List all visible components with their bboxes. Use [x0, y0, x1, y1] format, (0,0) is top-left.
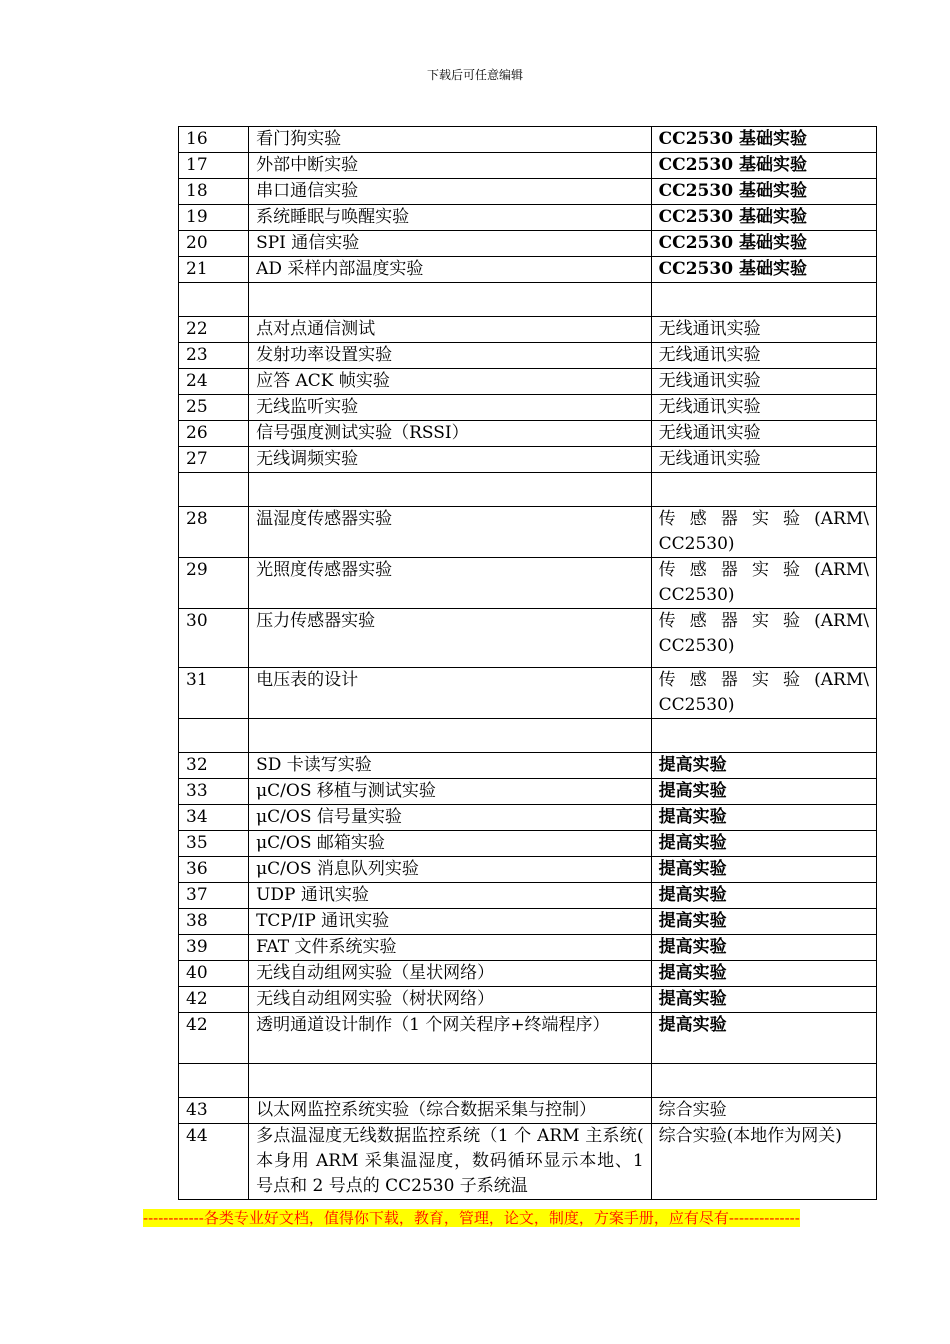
- experiment-name-cell: 发射功率设置实验: [249, 343, 652, 369]
- table-row: [179, 831, 877, 857]
- experiment-category-cell: 提高实验: [651, 961, 876, 987]
- table-row: [179, 395, 877, 421]
- row-number-cell: 22: [179, 317, 249, 343]
- row-number-cell: 35: [179, 831, 249, 857]
- experiment-name-cell: [249, 473, 652, 507]
- row-number-cell: 25: [179, 395, 249, 421]
- table-row: [179, 987, 877, 1013]
- experiment-name-cell: UDP 通讯实验: [249, 883, 652, 909]
- experiment-category-cell: 无线通讯实验: [651, 395, 876, 421]
- row-number-cell: 26: [179, 421, 249, 447]
- experiment-category-cell: 提高实验: [651, 831, 876, 857]
- table-row: [179, 857, 877, 883]
- table-row: [179, 257, 877, 283]
- row-number-cell: 23: [179, 343, 249, 369]
- experiment-name-cell: 应答 ACK 帧实验: [249, 369, 652, 395]
- experiment-name-cell: 多点温湿度无线数据监控系统（1 个 ARM 主系统( 本身用 ARM 采集温湿度，数码循环显示本地、1 号点和 2 号点的 CC2530 子系统温: [249, 1124, 652, 1200]
- row-number-cell: [179, 1064, 249, 1098]
- row-number-cell: 32: [179, 753, 249, 779]
- table-row: [179, 369, 877, 395]
- experiment-name-cell: 无线调频实验: [249, 447, 652, 473]
- experiment-name-cell: 透明通道设计制作（1 个网关程序+终端程序）: [249, 1013, 652, 1064]
- row-number-cell: 44: [179, 1124, 249, 1200]
- experiment-name-cell: 点对点通信测试: [249, 317, 652, 343]
- table-row: [179, 805, 877, 831]
- experiment-category-cell: CC2530 基础实验: [651, 127, 876, 153]
- experiment-category-cell: 提高实验: [651, 753, 876, 779]
- row-number-cell: 28: [179, 507, 249, 558]
- experiment-name-cell: 系统睡眠与唤醒实验: [249, 205, 652, 231]
- row-number-cell: 42: [179, 987, 249, 1013]
- row-number-cell: 24: [179, 369, 249, 395]
- row-number-cell: 34: [179, 805, 249, 831]
- experiment-name-cell: 串口通信实验: [249, 179, 652, 205]
- footer-text: ------------各类专业好文档，值得你下载，教育，管理，论文，制度，方案手册，应有尽有--------------: [143, 1209, 800, 1227]
- table-row: [179, 153, 877, 179]
- experiment-name-cell: TCP/IP 通讯实验: [249, 909, 652, 935]
- table-row: [179, 421, 877, 447]
- experiment-name-cell: SD 卡读写实验: [249, 753, 652, 779]
- table-spacer-row: [179, 1064, 877, 1098]
- table-row: [179, 127, 877, 153]
- experiment-name-cell: [249, 1064, 652, 1098]
- row-number-cell: 17: [179, 153, 249, 179]
- experiment-name-cell: 以太网监控系统实验（综合数据采集与控制）: [249, 1098, 652, 1124]
- experiment-category-cell: 无线通讯实验: [651, 421, 876, 447]
- table-row: [179, 961, 877, 987]
- experiment-category-cell: 提高实验: [651, 1013, 876, 1064]
- row-number-cell: 38: [179, 909, 249, 935]
- experiment-category-cell: 传 感 器 实 验 (ARM\ CC2530): [651, 507, 876, 558]
- row-number-cell: 33: [179, 779, 249, 805]
- experiment-name-cell: μC/OS 消息队列实验: [249, 857, 652, 883]
- experiment-name-cell: [249, 719, 652, 753]
- experiment-category-cell: 提高实验: [651, 935, 876, 961]
- experiment-name-cell: 压力传感器实验: [249, 609, 652, 668]
- row-number-cell: 16: [179, 127, 249, 153]
- experiment-name-cell: FAT 文件系统实验: [249, 935, 652, 961]
- experiment-table-body: [179, 127, 877, 1200]
- experiment-category-cell: 无线通讯实验: [651, 447, 876, 473]
- page-header: 下载后可任意编辑: [426, 68, 523, 82]
- footer-banner: [143, 1208, 823, 1228]
- experiment-name-cell: 外部中断实验: [249, 153, 652, 179]
- experiment-category-cell: 传 感 器 实 验 (ARM\ CC2530): [651, 668, 876, 719]
- experiment-name-cell: 信号强度测试实验（RSSI）: [249, 421, 652, 447]
- row-number-cell: 36: [179, 857, 249, 883]
- table-row: [179, 935, 877, 961]
- table-spacer-row: [179, 283, 877, 317]
- experiment-category-cell: 综合实验: [651, 1098, 876, 1124]
- experiment-category-cell: 综合实验(本地作为网关): [651, 1124, 876, 1200]
- experiment-name-cell: μC/OS 邮箱实验: [249, 831, 652, 857]
- experiment-category-cell: [651, 1064, 876, 1098]
- table-row: [179, 317, 877, 343]
- table-row: [179, 179, 877, 205]
- table-row: [179, 558, 877, 609]
- row-number-cell: 30: [179, 609, 249, 668]
- table-spacer-row: [179, 719, 877, 753]
- experiment-category-cell: CC2530 基础实验: [651, 257, 876, 283]
- experiment-category-cell: CC2530 基础实验: [651, 231, 876, 257]
- experiment-table: [178, 126, 877, 1200]
- row-number-cell: 31: [179, 668, 249, 719]
- experiment-name-cell: 无线自动组网实验（树状网络）: [249, 987, 652, 1013]
- row-number-cell: 29: [179, 558, 249, 609]
- experiment-name-cell: μC/OS 信号量实验: [249, 805, 652, 831]
- table-row: [179, 205, 877, 231]
- experiment-category-cell: 传 感 器 实 验 (ARM\ CC2530): [651, 609, 876, 668]
- table-row: [179, 507, 877, 558]
- experiment-name-cell: 电压表的设计: [249, 668, 652, 719]
- table-row: [179, 883, 877, 909]
- experiment-category-cell: 提高实验: [651, 909, 876, 935]
- experiment-category-cell: 提高实验: [651, 857, 876, 883]
- table-row: [179, 447, 877, 473]
- experiment-category-cell: 提高实验: [651, 883, 876, 909]
- row-number-cell: 42: [179, 1013, 249, 1064]
- experiment-name-cell: SPI 通信实验: [249, 231, 652, 257]
- experiment-category-cell: 无线通讯实验: [651, 317, 876, 343]
- table-row: [179, 1013, 877, 1064]
- row-number-cell: [179, 719, 249, 753]
- row-number-cell: 39: [179, 935, 249, 961]
- row-number-cell: [179, 283, 249, 317]
- row-number-cell: 21: [179, 257, 249, 283]
- row-number-cell: 27: [179, 447, 249, 473]
- experiment-category-cell: CC2530 基础实验: [651, 179, 876, 205]
- experiment-category-cell: 提高实验: [651, 805, 876, 831]
- row-number-cell: [179, 473, 249, 507]
- experiment-name-cell: 无线自动组网实验（星状网络）: [249, 961, 652, 987]
- experiment-name-cell: 无线监听实验: [249, 395, 652, 421]
- row-number-cell: 18: [179, 179, 249, 205]
- row-number-cell: 43: [179, 1098, 249, 1124]
- experiment-category-cell: 无线通讯实验: [651, 343, 876, 369]
- table-row: [179, 779, 877, 805]
- row-number-cell: 20: [179, 231, 249, 257]
- table-spacer-row: [179, 473, 877, 507]
- experiment-category-cell: 提高实验: [651, 779, 876, 805]
- experiment-category-cell: [651, 719, 876, 753]
- experiment-category-cell: 无线通讯实验: [651, 369, 876, 395]
- experiment-name-cell: μC/OS 移植与测试实验: [249, 779, 652, 805]
- experiment-category-cell: [651, 473, 876, 507]
- experiment-category-cell: [651, 283, 876, 317]
- experiment-category-cell: 提高实验: [651, 987, 876, 1013]
- experiment-name-cell: AD 采样内部温度实验: [249, 257, 652, 283]
- table-row: [179, 909, 877, 935]
- table-row: [179, 1098, 877, 1124]
- table-row: [179, 1124, 877, 1200]
- table-row: [179, 231, 877, 257]
- experiment-category-cell: CC2530 基础实验: [651, 205, 876, 231]
- table-row: [179, 609, 877, 668]
- experiment-name-cell: 光照度传感器实验: [249, 558, 652, 609]
- row-number-cell: 19: [179, 205, 249, 231]
- table-row: [179, 343, 877, 369]
- row-number-cell: 37: [179, 883, 249, 909]
- experiment-category-cell: CC2530 基础实验: [651, 153, 876, 179]
- experiment-category-cell: 传 感 器 实 验 (ARM\ CC2530): [651, 558, 876, 609]
- experiment-name-cell: 看门狗实验: [249, 127, 652, 153]
- row-number-cell: 40: [179, 961, 249, 987]
- table-row: [179, 668, 877, 719]
- experiment-name-cell: 温湿度传感器实验: [249, 507, 652, 558]
- experiment-name-cell: [249, 283, 652, 317]
- table-row: [179, 753, 877, 779]
